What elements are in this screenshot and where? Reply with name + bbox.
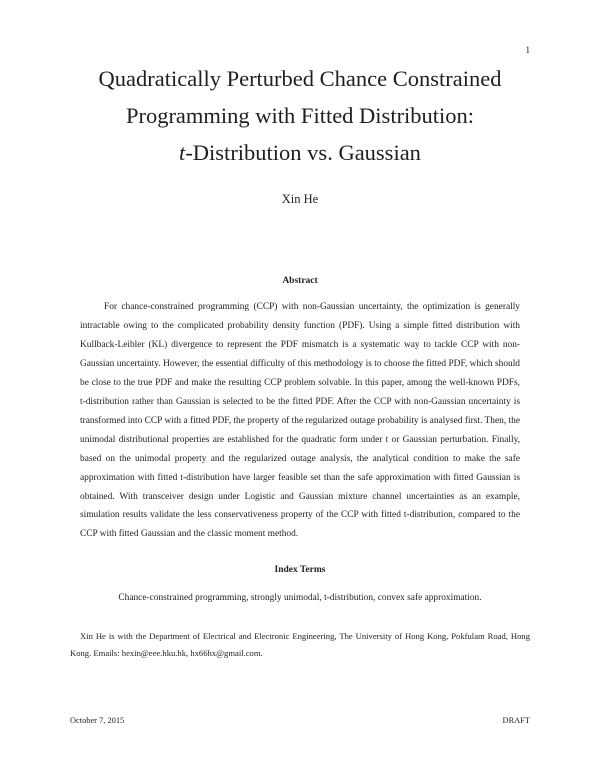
title-line-1: Quadratically Perturbed Chance Constrained (98, 66, 502, 91)
abstract-body: For chance-constrained programming (CCP) with non-Gaussian uncertainty, the optimization is generally intractable owing to the complicated probability density function (PDF). Using a simple fitted distribution with Kullback-Leibler (KL) divergence to represent the PDF mismatch is a systematic way to tackle CCP with non-Gaussian uncertainty. However, the essential difficulty of this methodology is to choose the fitted PDF, which should be close to the true PDF and make the resulting CCP problem solvable. In this paper, among the well-known PDFs, t-distribution rather than Gaussian is selected to be the fitted PDF. After the CCP with non-Gaussian uncertainty is transformed into CCP with a fitted PDF, the property of the regularized outage probability is analysed first. Then, the unimodal distributional properties are established for the quadratic form under t or Gaussian perturbation. Finally, based on the unimodal property and the regularized outage analysis, the analytical condition to make the safe approximation with fitted t-distribution have larger feasible set than the safe approximation with fitted Gaussian is obtained. With transceiver design under Logistic and Gaussian mixture channel uncertainties as an example, simulation results validate the less conservativeness property of the CCP with fitted t-distribution, compared to the CCP with fitted Gaussian and the classic moment method. (80, 302, 520, 540)
index-terms-heading: Index Terms (274, 565, 326, 575)
abstract-heading: Abstract (282, 276, 318, 286)
title-line-3-rest: -Distribution vs. Gaussian (185, 140, 421, 165)
footer-draft-label: DRAFT (502, 716, 530, 725)
title-line-3 (0, 134, 600, 171)
title-line-2: Programming with Fitted Distribution: (125, 103, 475, 128)
title-italic-t: t (179, 140, 186, 165)
index-terms-body: Chance-constrained programming, strongly unimodal, t-distribution, convex safe approximation. (118, 593, 482, 603)
page-number: 1 (525, 45, 530, 55)
footer-date: October 7, 2015 (70, 716, 125, 725)
author-name: Xin He (281, 192, 319, 206)
author-affiliation-footnote: Xin He is with the Department of Electrical and Electronic Engineering, The University of Hong Kong, Pokfulam Road, Hong Kong. Emails: hexin@eee.hku.hk, hx66hx@gmail.com. (70, 631, 530, 658)
paper-title (0, 60, 600, 171)
